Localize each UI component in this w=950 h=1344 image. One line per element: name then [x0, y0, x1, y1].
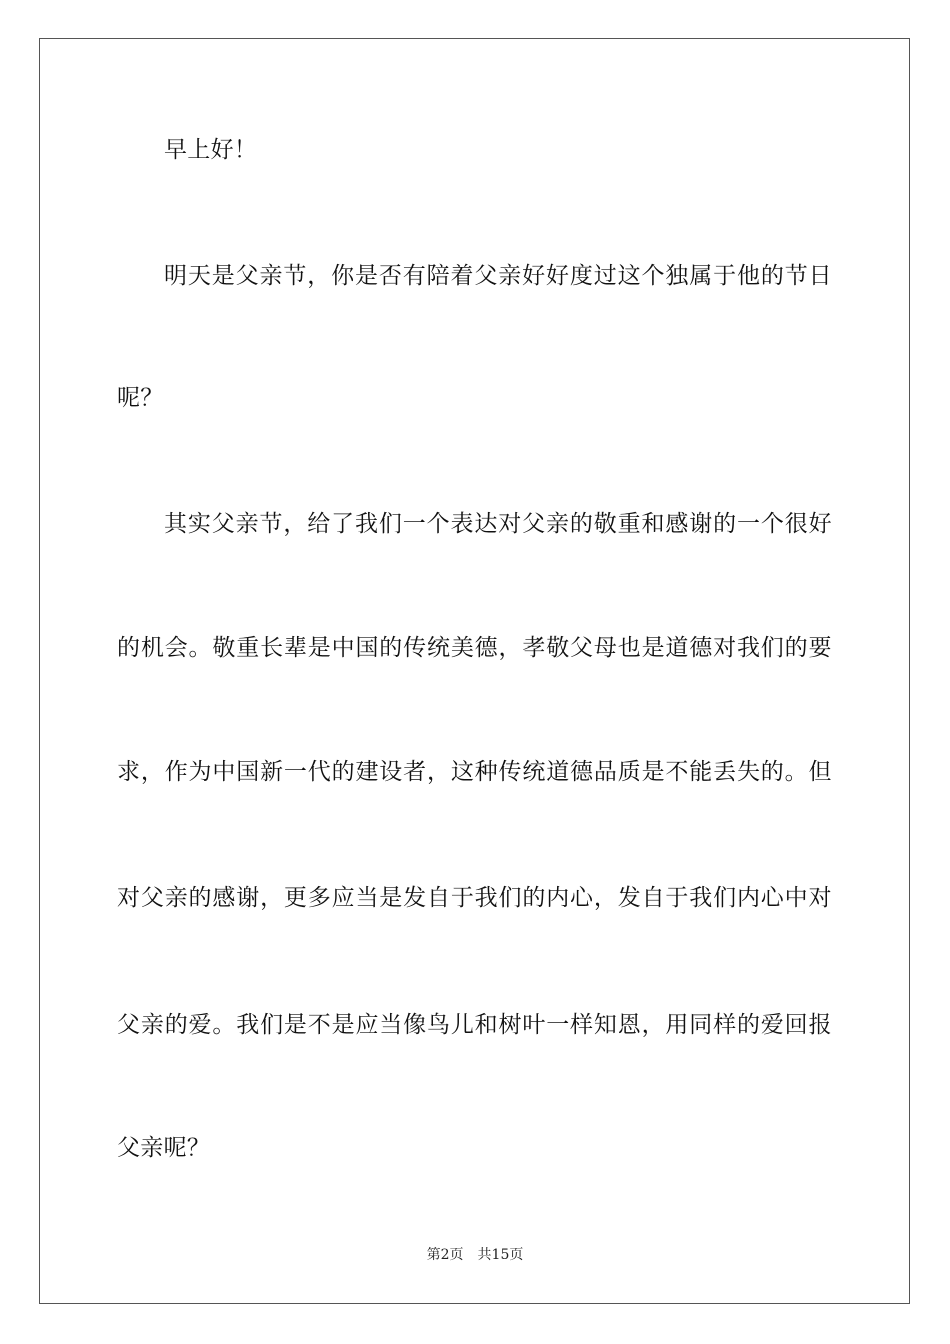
page-border	[39, 38, 910, 1304]
paragraph-2-line-5: 父 亲 的 爱 。 我 们 是 不 是 应 当 像 鸟 儿 和 树 叶 一 样 知 恩 ， 用 同 样 的 爱 回 报	[117, 1012, 832, 1038]
paragraph-1-line-2: 呢？	[117, 385, 164, 411]
page-footer	[0, 1246, 950, 1264]
page-number: 第2页	[426, 1247, 464, 1263]
paragraph-1-line-1: 明 天 是 父 亲 节 ， 你 是 否 有 陪 着 父 亲 好 好 度 过 这 个 独 属 于 他 的 节 日	[164, 263, 832, 289]
greeting-line: 早上好！	[164, 137, 258, 163]
page-total: 共15页	[477, 1247, 524, 1263]
paragraph-2-line-4: 对 父 亲 的 感 谢 ， 更 多 应 当 是 发 自 于 我 们 的 内 心 ， 发 自 于 我 们 内 心 中 对	[117, 885, 832, 911]
paragraph-2-line-6: 父亲呢？	[117, 1135, 211, 1161]
paragraph-2-line-2: 的 机 会 。 敬 重 长 辈 是 中 国 的 传 统 美 德 ， 孝 敬 父 母 也 是 道 德 对 我 们 的 要	[117, 635, 832, 661]
paragraph-2-line-3: 求 ， 作 为 中 国 新 一 代 的 建 设 者 ， 这 种 传 统 道 德 品 质 是 不 能 丢 失 的 。 但	[117, 759, 832, 785]
paragraph-2-line-1: 其 实 父 亲 节 ， 给 了 我 们 一 个 表 达 对 父 亲 的 敬 重 和 感 谢 的 一 个 很 好	[164, 511, 832, 537]
